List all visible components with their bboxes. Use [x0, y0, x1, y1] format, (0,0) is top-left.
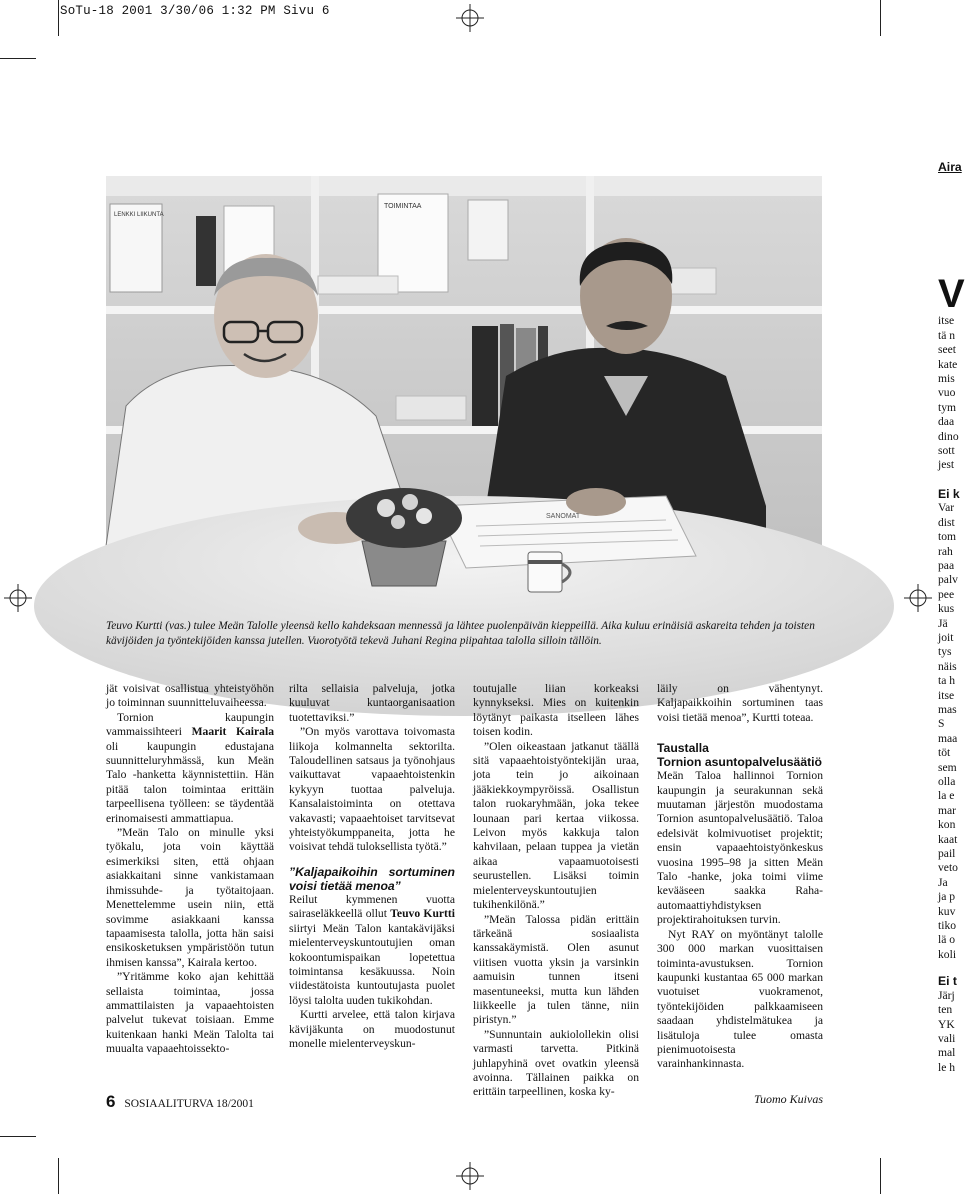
col1-p2-text-a: Tornion kaupungin vammaissihteeri [106, 710, 274, 739]
photo-newspaper: SANOMAT [546, 513, 581, 520]
registration-mark-top-icon [456, 4, 484, 32]
edge-text-line: sem [938, 760, 957, 774]
edge-text-line: näis [938, 659, 957, 673]
col4-paragraph-3: Nyt RAY on myöntänyt talolle 300 000 markan vuosittaisen toiminta-avustuksen. Tornion kaupunki kustantaa 65 000 markan vuotuiset vuokramenot, työntekijöiden palkkaamiseen saadaan yhdistelmätukea ja lisätuloja tulee omasta pienimuotoisesta varainhankinnasta. [657, 927, 823, 1071]
edge-text-line: pail [938, 847, 956, 861]
edge-text-line: itse [938, 688, 955, 702]
edge-text-line: YK [938, 1017, 955, 1031]
article-photo [106, 176, 822, 616]
subheading-kaljapaikoihin: ”Kaljapaikoihin sortuminen voisi tietää menoa” [289, 864, 455, 893]
edge-text-line: Jä [938, 616, 948, 630]
edge-text-line: vuo [938, 386, 956, 400]
crop-mark-bottom-right [880, 1158, 881, 1194]
crop-mark-bottom-left [58, 1158, 59, 1194]
registration-mark-bottom-icon [456, 1162, 484, 1190]
crop-mark-top-right [880, 0, 881, 36]
edge-text-line: tä n [938, 328, 956, 342]
edge-text-line: Ja [938, 875, 948, 889]
edge-text-line: ta h [938, 674, 956, 688]
col1-paragraph-1: jät voisivat osallistua yhteistyöhön jo toiminnan suunnitteluvaiheessa. [106, 682, 274, 710]
edge-text-line: maa [938, 731, 958, 745]
edge-text-line: joit [938, 630, 954, 644]
edge-text-line: kon [938, 818, 956, 832]
edge-text-line: Järj [938, 988, 955, 1002]
edge-lines-1 [938, 314, 960, 472]
subheading-asuntopalvelusaatio: Tornion asuntopalvelusäätiö [657, 755, 823, 770]
person-name-kurtti: Teuvo Kurtti [390, 907, 455, 921]
edge-heading-2: Ei k [938, 486, 960, 501]
edge-text-line: vali [938, 1031, 956, 1045]
col2-paragraph-1: rilta sellaisia palveluja, jotka kuuluvat kuntaorganisaation tuotettaviksi.” [289, 682, 455, 724]
edge-text-line: jest [938, 458, 955, 472]
edge-text-line: koli [938, 947, 957, 961]
article-column-1 [106, 682, 274, 1057]
col3-paragraph-4: ”Sunnuntain aukiolollekin olisi varmasti tarvetta. Pitkinä juhlapyhinä ovet ovatkin yleensä avoinna. Tällainen paikka on erittäin tarpeellinen, koska ky- [473, 1027, 639, 1099]
edge-text-line: dino [938, 429, 959, 443]
col1-paragraph-4: ”Yritämme koko ajan kehittää sellaista toimintaa, jossa ammattilaisten ja vapaaehtoisten palvelut tukevat toisiaan. Emme kuitenkaan hanki Meän Talolta tai muualta vapaaehtoissekto- [106, 970, 274, 1056]
crop-mark-left-bottom [0, 1136, 36, 1137]
edge-text-line: la e [938, 789, 955, 803]
article-column-3 [473, 682, 639, 1100]
magazine-issue: SOSIAALITURVA 18/2001 [124, 1098, 254, 1110]
page-number: 6 [106, 1092, 116, 1111]
edge-text-line: sott [938, 444, 955, 458]
edge-text-line: kate [938, 357, 958, 371]
edge-text-line: töt [938, 746, 951, 760]
photo-caption: Teuvo Kurtti (vas.) tulee Meän Talolle yleensä kello kahdeksaan mennessä ja lähtee puolenpäivän kieppeillä. Aika kuluu erinäisiä askareita tehden ja toisten kävijöiden ja työntekijöiden kanssa jutellen. Vuorotyötä tekevä Juhani Regina piipahtaa talolla silloin tällöin. [106, 620, 815, 647]
edge-text-line: kaat [938, 832, 958, 846]
edge-text-line: tym [938, 400, 957, 414]
col1-p2-text-b: oli kaupungin edustajana suunnitteluryhmässä, kun Meän Talo -hanketta käynnistettiin. Hän pitää talon toimintaa erittäin tarpeellisena työlleen: se täydentää erinomaisesti ammattiapua. [106, 739, 274, 825]
page-footer [106, 1092, 254, 1112]
photo-poster-center: TOIMINTAA [384, 203, 422, 210]
author-byline: Tuomo Kuivas [753, 1091, 823, 1106]
edge-text-line: mal [938, 1046, 956, 1060]
edge-text-line: daa [938, 415, 955, 429]
edge-text-line: le h [938, 1060, 956, 1074]
col1-paragraph-3: ”Meän Talo on minulle yksi työkalu, jota voin käyttää esimerkiksi siten, että ohjaan asiakkaitani sinne vankistamaan ihmissuhde- ja työtaitojaan. Menettelemme usein niin, että sovimme asiakkaani kanssa tapaamisesta talolla, jotta hän saisi ensikosketuksen ympäristöön tutun ihmisen kanssa”, Kairala kertoo. [106, 826, 274, 969]
person-name-kairala: Maarit Kairala [191, 725, 274, 739]
col3-paragraph-1: toutujalle liian korkeaksi kynnykseksi. Mies on kuitenkin löytänyt paikasta itselleen lähes toisen kodin. [473, 682, 639, 739]
edge-text-line: Var [938, 501, 955, 515]
col3-paragraph-2: ”Olen oikeastaan jatkanut täällä sitä vapaaehtoistyöntekijän uraa, jota tein jo aikoinaan jääkiekkoympyröissä. Osallistun talon ruokaryhmään, joka tekee lounaan pari kertaa viikossa. Leivon myös kakkuja talon kahvilaan, pelaan tuppea ja vietän aikaa vapaamuotoisesti seurustellen. Lisäksi toimin mielenterveyskuntoutujien tukihenkilönä.” [473, 739, 639, 912]
col2-paragraph-3 [289, 893, 455, 1008]
edge-text-line: S [938, 717, 945, 731]
col2-paragraph-4: Kurtti arvelee, että talon kirjava kävijäkunta on muodostunut monelle mielenterveyskun- [289, 1008, 455, 1050]
col2-p3-text-b: siirtyi Meän Talon kantakävijäksi mielenterveyskuntoutujien oman kokoontumispaikan lopetettua toimintansa kesäkuussa. Noin viidestätoista kuntoutujasta puolet löysi talolta uuden tukikohdan. [289, 921, 455, 1007]
col3-paragraph-3: ”Meän Talossa pidän erittäin tärkeänä sosiaalista kanssakäymistä. Olen asunut viitisen vuotta yksin ja varsinkin aamuisin tunnen itseni masentuneeksi, mutta kun lähden liikkeelle ja tulen tänne, niin piristyn.” [473, 912, 639, 1027]
registration-mark-right-icon [904, 584, 932, 612]
edge-text-line: seet [938, 343, 957, 357]
article-column-2 [289, 682, 455, 1051]
subheading-taustalla: Taustalla [657, 741, 709, 756]
edge-text-line: tiko [938, 919, 957, 933]
edge-initial: V [938, 272, 965, 317]
edge-text-line: pee [938, 587, 955, 601]
col4-paragraph-2: Meän Taloa hallinnoi Tornion kaupungin ja seurakunnan sekä muutaman järjestön muodostama Tornion asuntopalvelusäätiö. Taloa edelsivät kolmivuotiset projektit; ensin vapaaehtoistyönkeskus vuosina 1995–98 ja sitten Meän Talo -hanke, joka toimi viime kevääseen saakka Raha-automaattiyhdistyksen projektirahoituksen turvin. [657, 769, 823, 927]
edge-lines-2 [938, 501, 960, 962]
edge-text-line: mis [938, 372, 955, 386]
crop-mark-top-left [58, 0, 59, 36]
edge-text-line: veto [938, 861, 958, 875]
col1-paragraph-2 [106, 711, 274, 826]
edge-text-line: ten [938, 1003, 953, 1017]
edge-text-line: paa [938, 558, 955, 572]
photo-poster-left: LENKKI LIIKUNTA [114, 212, 164, 218]
article-column-4 [657, 682, 823, 1106]
edge-text-line: mas [938, 702, 957, 716]
edge-text-line: dist [938, 515, 955, 529]
print-slug: SoTu-18 2001 3/30/06 1:32 PM Sivu 6 [60, 4, 330, 18]
col4-paragraph-1: läily on vähentynyt. Kaljapaikkoihin sortuminen taas voisi tietää menoa”, Kurtti toteaa. [657, 682, 823, 724]
edge-text-line: ja p [938, 890, 956, 904]
edge-text-line: mar [938, 803, 957, 817]
edge-text-line: rah [938, 544, 953, 558]
edge-text-line: kus [938, 602, 955, 616]
crop-mark-left-top [0, 58, 36, 59]
edge-text-line: olla [938, 775, 956, 788]
edge-text-line: kuv [938, 904, 956, 918]
edge-text-line: palv [938, 573, 958, 587]
edge-heading-3: Ei t [938, 974, 957, 989]
edge-text-line: itse [938, 314, 955, 328]
edge-text-line: tys [938, 645, 952, 659]
registration-mark-left-icon [4, 584, 32, 612]
col2-paragraph-2: ”On myös varottava toivomasta liikoja kolmannelta sektorilta. Taloudellinen satsaus ja työnohjaus vaikuttavat vapaaehtoistenkin kykyyn tuottaa palveluja. Kansalaistoiminta on otettava vakavasti; vapaaehtoiset tarvitsevat yhteistyökumppaneita, jotta he voisivat tehdä tuloksellista työtä.” [289, 725, 455, 854]
edge-text-line: lä o [938, 933, 956, 947]
next-page-edge [938, 160, 965, 1080]
col2-p3-text-a: Reilut kymmenen vuotta sairaseläkkeellä ollut [289, 892, 455, 921]
edge-text-line: tom [938, 530, 957, 544]
edge-lines-3 [938, 989, 960, 1075]
edge-heading: Aira [938, 160, 962, 174]
